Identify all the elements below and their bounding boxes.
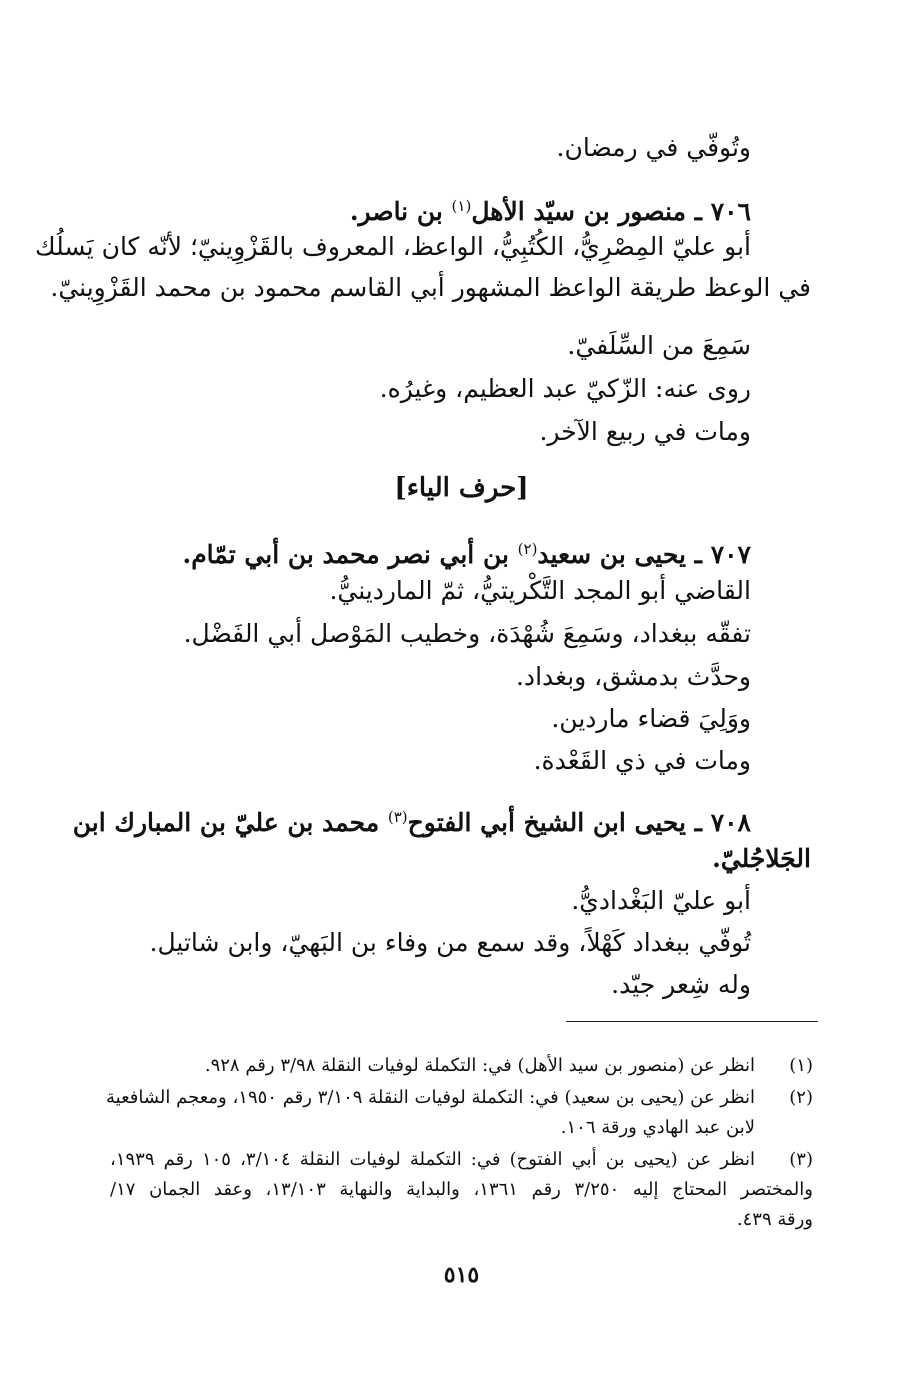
entry-708-heading xyxy=(72,797,751,843)
footnote-3 xyxy=(110,1145,813,1235)
entry-heading-text: بن أبي نصر محمد بن أبي تمّام. xyxy=(182,540,518,569)
footnote-text: انظر عن (منصور بن سيد الأهل) في: التكملة لوفيات النقلة ٣/٩٨ رقم ٩٢٨. xyxy=(204,1055,755,1076)
footnote-ref: (٣) xyxy=(387,808,408,826)
text-line: روى عنه: الزّكيّ عبد العظيم، وغيرُه. xyxy=(379,374,751,403)
entry-heading-text: بن ناصر. xyxy=(349,197,452,226)
footnote-2 xyxy=(106,1083,813,1143)
text-line: وتُوفّي في رمضان. xyxy=(556,133,751,162)
footnote-text: انظر عن (يحيى بن سعيد) في: التكملة لوفيات النقلة ٣/١٠٩ رقم ١٩٥٠، ومعجم الشافعية xyxy=(106,1087,755,1108)
text-line: سَمِعَ من السِّلَفيّ. xyxy=(567,331,751,360)
entry-heading-text: ٧٠٧ ـ يحيى بن سعيد xyxy=(537,540,751,569)
page-number: ٥١٥ xyxy=(443,1262,480,1288)
text-line: ووَلِيَ قضاء ماردين. xyxy=(551,704,751,733)
footnote-number: (١) xyxy=(789,1055,813,1076)
footnote-1 xyxy=(110,1051,813,1081)
entry-heading-continuation: الجَلاجُليّ. xyxy=(712,844,811,873)
footnote-ref: (١) xyxy=(451,197,472,215)
entry-706-heading xyxy=(350,186,751,232)
footnote-text: لابن عبد الهادي ورقة ١٠٦. xyxy=(560,1117,755,1138)
footnote-number: (٣) xyxy=(789,1149,813,1170)
text-line: تفقّه ببغداد، وسَمِعَ شُهْدَة، وخطيب المَوْصل أبي الفَضْل. xyxy=(183,619,751,648)
text-line: ومات في ذي القَعْدة. xyxy=(533,746,751,775)
entry-heading-text: محمد بن عليّ بن المبارك ابن xyxy=(72,808,388,837)
text-line: وله شِعر جيّد. xyxy=(611,970,751,999)
text-line: وحدَّث بدمشق، وبغداد. xyxy=(515,662,751,691)
text-line: أبو عليّ المِصْرِيُّ، الكُتُبِيُّ، الواعظ، المعروف بالقَزْوِينيّ؛ لأنّه كان يَسلُك xyxy=(35,232,751,261)
section-heading: [حرف الياء] xyxy=(394,473,529,503)
entry-707-heading xyxy=(183,529,752,575)
footnote-text: ورقة ٤٣٩. xyxy=(736,1209,813,1230)
text-line: أبو عليّ البَغْداديُّ. xyxy=(571,886,751,915)
footnote-text: والمختصر المحتاج إليه ٣/٢٥٠ رقم ١٣٦١، والبداية والنهاية ١٣/١٠٣، وعقد الجمان ١٧/ xyxy=(110,1179,813,1200)
footnote-separator xyxy=(566,1021,818,1022)
footnote-number: (٢) xyxy=(789,1087,813,1108)
entry-heading-text: ٧٠٨ ـ يحيى ابن الشيخ أبي الفتوح xyxy=(407,808,751,837)
text-line: في الوعظ طريقة الواعظ المشهور أبي القاسم محمود بن محمد القَزْوِينيّ. xyxy=(50,273,811,302)
entry-heading-text: ٧٠٦ ـ منصور بن سيّد الأهل xyxy=(471,197,751,226)
text-line: تُوفّي ببغداد كَهْلاً، وقد سمع من وفاء بن البَهيّ، وابن شاتيل. xyxy=(149,928,751,957)
text-line: ومات في ربيع الآخر. xyxy=(539,417,751,446)
text-line: القاضي أبو المجد التَّكْريتيُّ، ثمّ الماردينيُّ. xyxy=(329,576,751,605)
footnote-text: انظر عن (يحيى بن أبي الفتوح) في: التكملة لوفيات النقلة ٣/١٠٤، ١٠٥ رقم ١٩٣٩، xyxy=(110,1149,755,1170)
footnote-ref: (٢) xyxy=(517,540,538,558)
